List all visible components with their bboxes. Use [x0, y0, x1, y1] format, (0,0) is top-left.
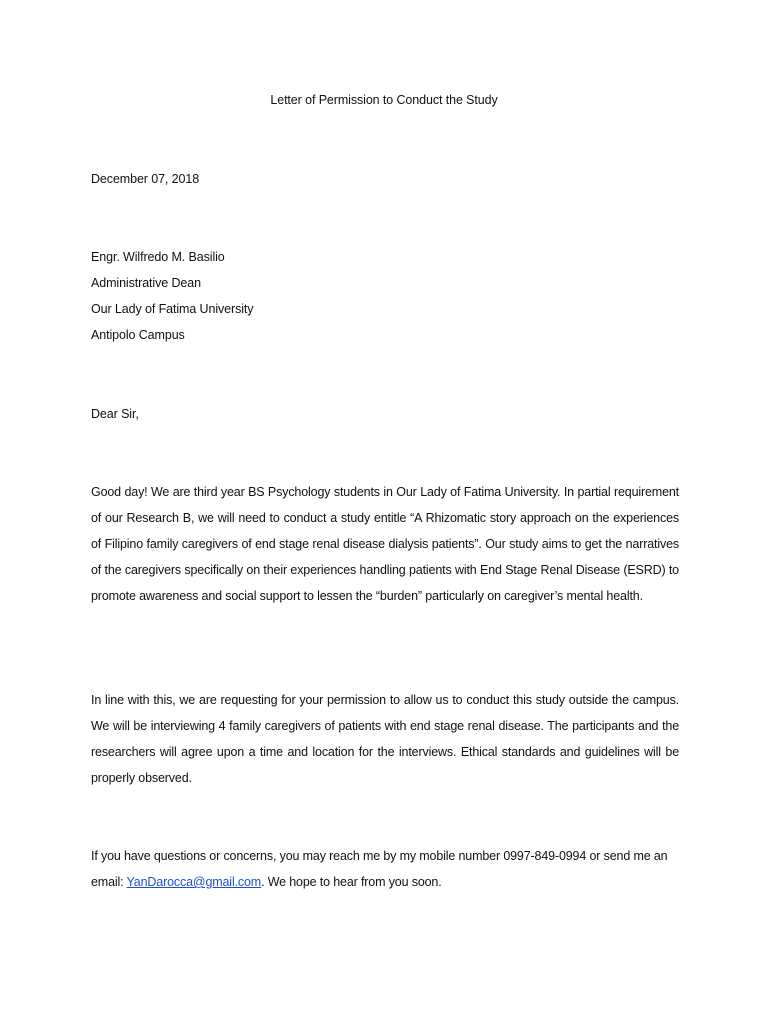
paragraph-contact — [91, 843, 679, 895]
recipient-position: Administrative Dean — [91, 276, 201, 290]
paragraph-intro: Good day! We are third year BS Psychology students in Our Lady of Fatima University. In partial requirement of our Research B, we will need to conduct a study entitle “A Rhizomatic story approach on the experiences of Filipino family caregivers of end stage renal disease dialysis patients”. Our study aims to get the narratives of the caregivers specifically on their experiences handling patients with End Stage Renal Disease (ESRD) to promote awareness and social support to lessen the “burden” particularly on caregiver’s mental health. — [91, 485, 679, 603]
salutation: Dear Sir, — [91, 407, 139, 421]
paragraph-request: In line with this, we are requesting for your permission to allow us to conduct this study outside the campus. We will be interviewing 4 family caregivers of patients with end stage renal disease. The participants and the researchers will agree upon a time and location for the interviews. Ethical standards and guidelines will be properly observed. — [91, 693, 679, 785]
recipient-campus: Antipolo Campus — [91, 328, 185, 342]
letter-title: Letter of Permission to Conduct the Study — [270, 93, 498, 107]
letter-date: December 07, 2018 — [91, 172, 200, 186]
recipient-name: Engr. Wilfredo M. Basilio — [91, 250, 225, 264]
email-link[interactable]: YanDarocca@gmail.com — [126, 875, 262, 889]
contact-text-after: . We hope to hear from you soon. — [261, 875, 442, 889]
recipient-institution: Our Lady of Fatima University — [91, 302, 254, 316]
contact-text-before: If you have questions or concerns, you may reach me by my mobile number 0997-849-0994 or send me an email: — [91, 849, 668, 889]
